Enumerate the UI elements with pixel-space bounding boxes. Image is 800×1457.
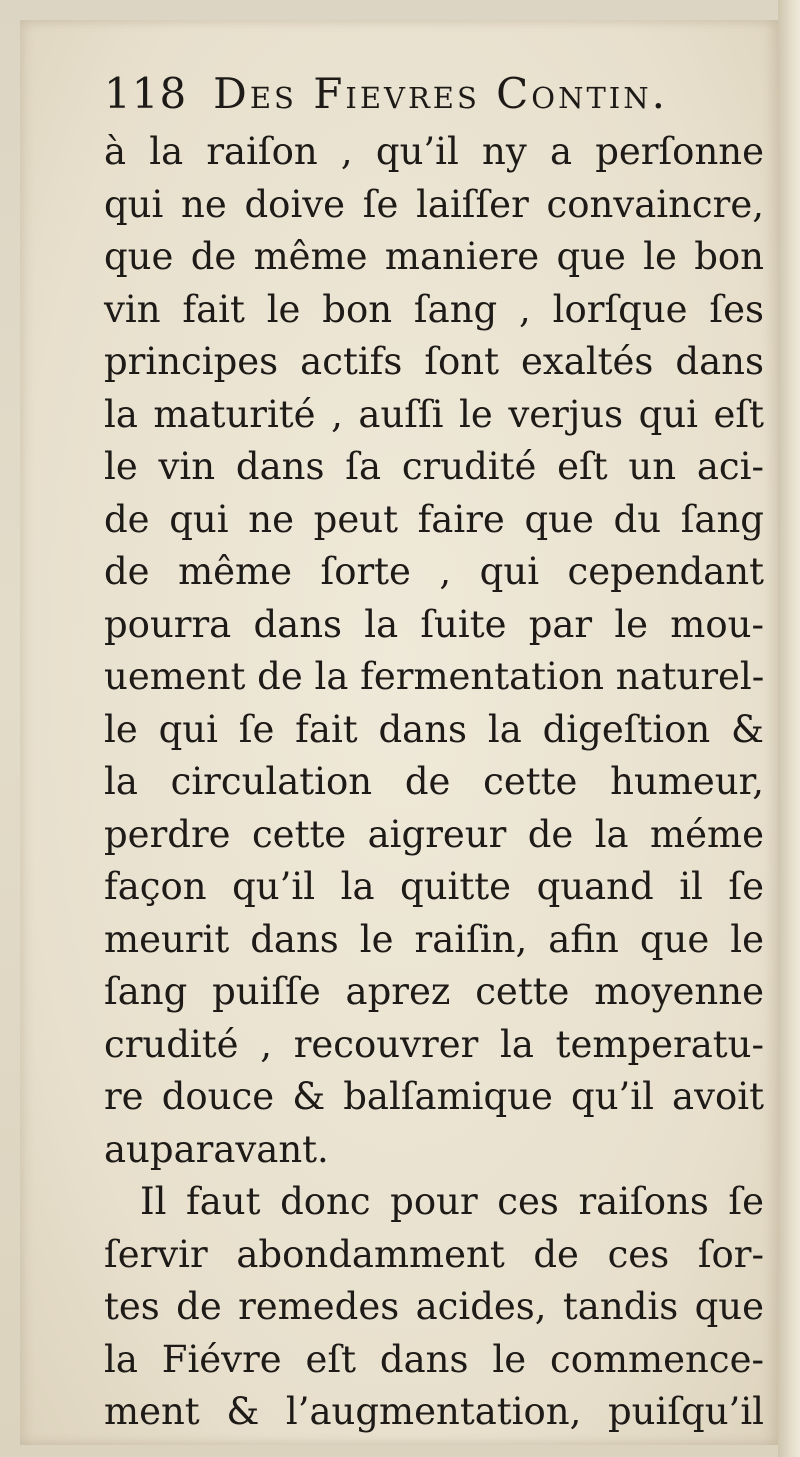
text-line: pourra dans la ſuite par le mou-	[104, 602, 764, 646]
text-line: ſervir abondamment de ces ſor-	[104, 1232, 764, 1276]
text-line: tes de remedes acides, tandis que	[104, 1285, 764, 1328]
body-text	[104, 126, 764, 1439]
text-line-paragraph-start: Il faut donc pour ces raiſons ſe	[140, 1180, 764, 1223]
text-line: le qui ſe fait dans la digeſtion &	[104, 707, 764, 751]
text-line: à la raiſon , qu’il ny a perſonne	[104, 130, 764, 173]
text-line: principes actifs ſont exaltés dans	[104, 340, 764, 383]
text-line: la Fiévre eſt dans le commence-	[104, 1337, 764, 1381]
text-line: le vin dans ſa crudité eſt un aci-	[104, 445, 764, 488]
text-line: que de même maniere que le bon	[104, 235, 764, 278]
running-head	[104, 70, 764, 118]
text-line: la circulation de cette humeur,	[104, 760, 764, 803]
text-line: façon qu’il la quitte quand il ſe	[104, 865, 764, 908]
text-line: ſang puiſſe aprez cette moyenne	[104, 970, 764, 1013]
running-title: Des Fievres Contin.	[213, 69, 668, 118]
text-line-paragraph-end: auparavant.	[104, 1127, 329, 1171]
text-line: de même ſorte , qui cependant	[104, 550, 764, 593]
text-line: ment & l’augmentation, puiſqu’il	[104, 1390, 764, 1433]
text-line: qui ne doive ſe laiſſer convaincre,	[104, 182, 764, 226]
text-line: uement de la fermentation naturel-	[104, 655, 765, 698]
page-edge	[778, 0, 800, 1457]
text-line: crudité , recouvrer la temperatu-	[104, 1022, 764, 1066]
text-line: perdre cette aigreur de la méme	[104, 812, 764, 856]
text-line: meurit dans le raiſin, afin que le	[104, 917, 764, 961]
text-line: vin fait le bon ſang , lorſque ſes	[104, 287, 764, 331]
text-line: la maturité , auſſi le verjus qui eſt	[104, 392, 764, 436]
text-line: re douce & balſamique qu’il avoit	[104, 1075, 764, 1118]
text-line: de qui ne peut faire que du ſang	[104, 497, 764, 541]
page-number: 118	[104, 69, 188, 118]
